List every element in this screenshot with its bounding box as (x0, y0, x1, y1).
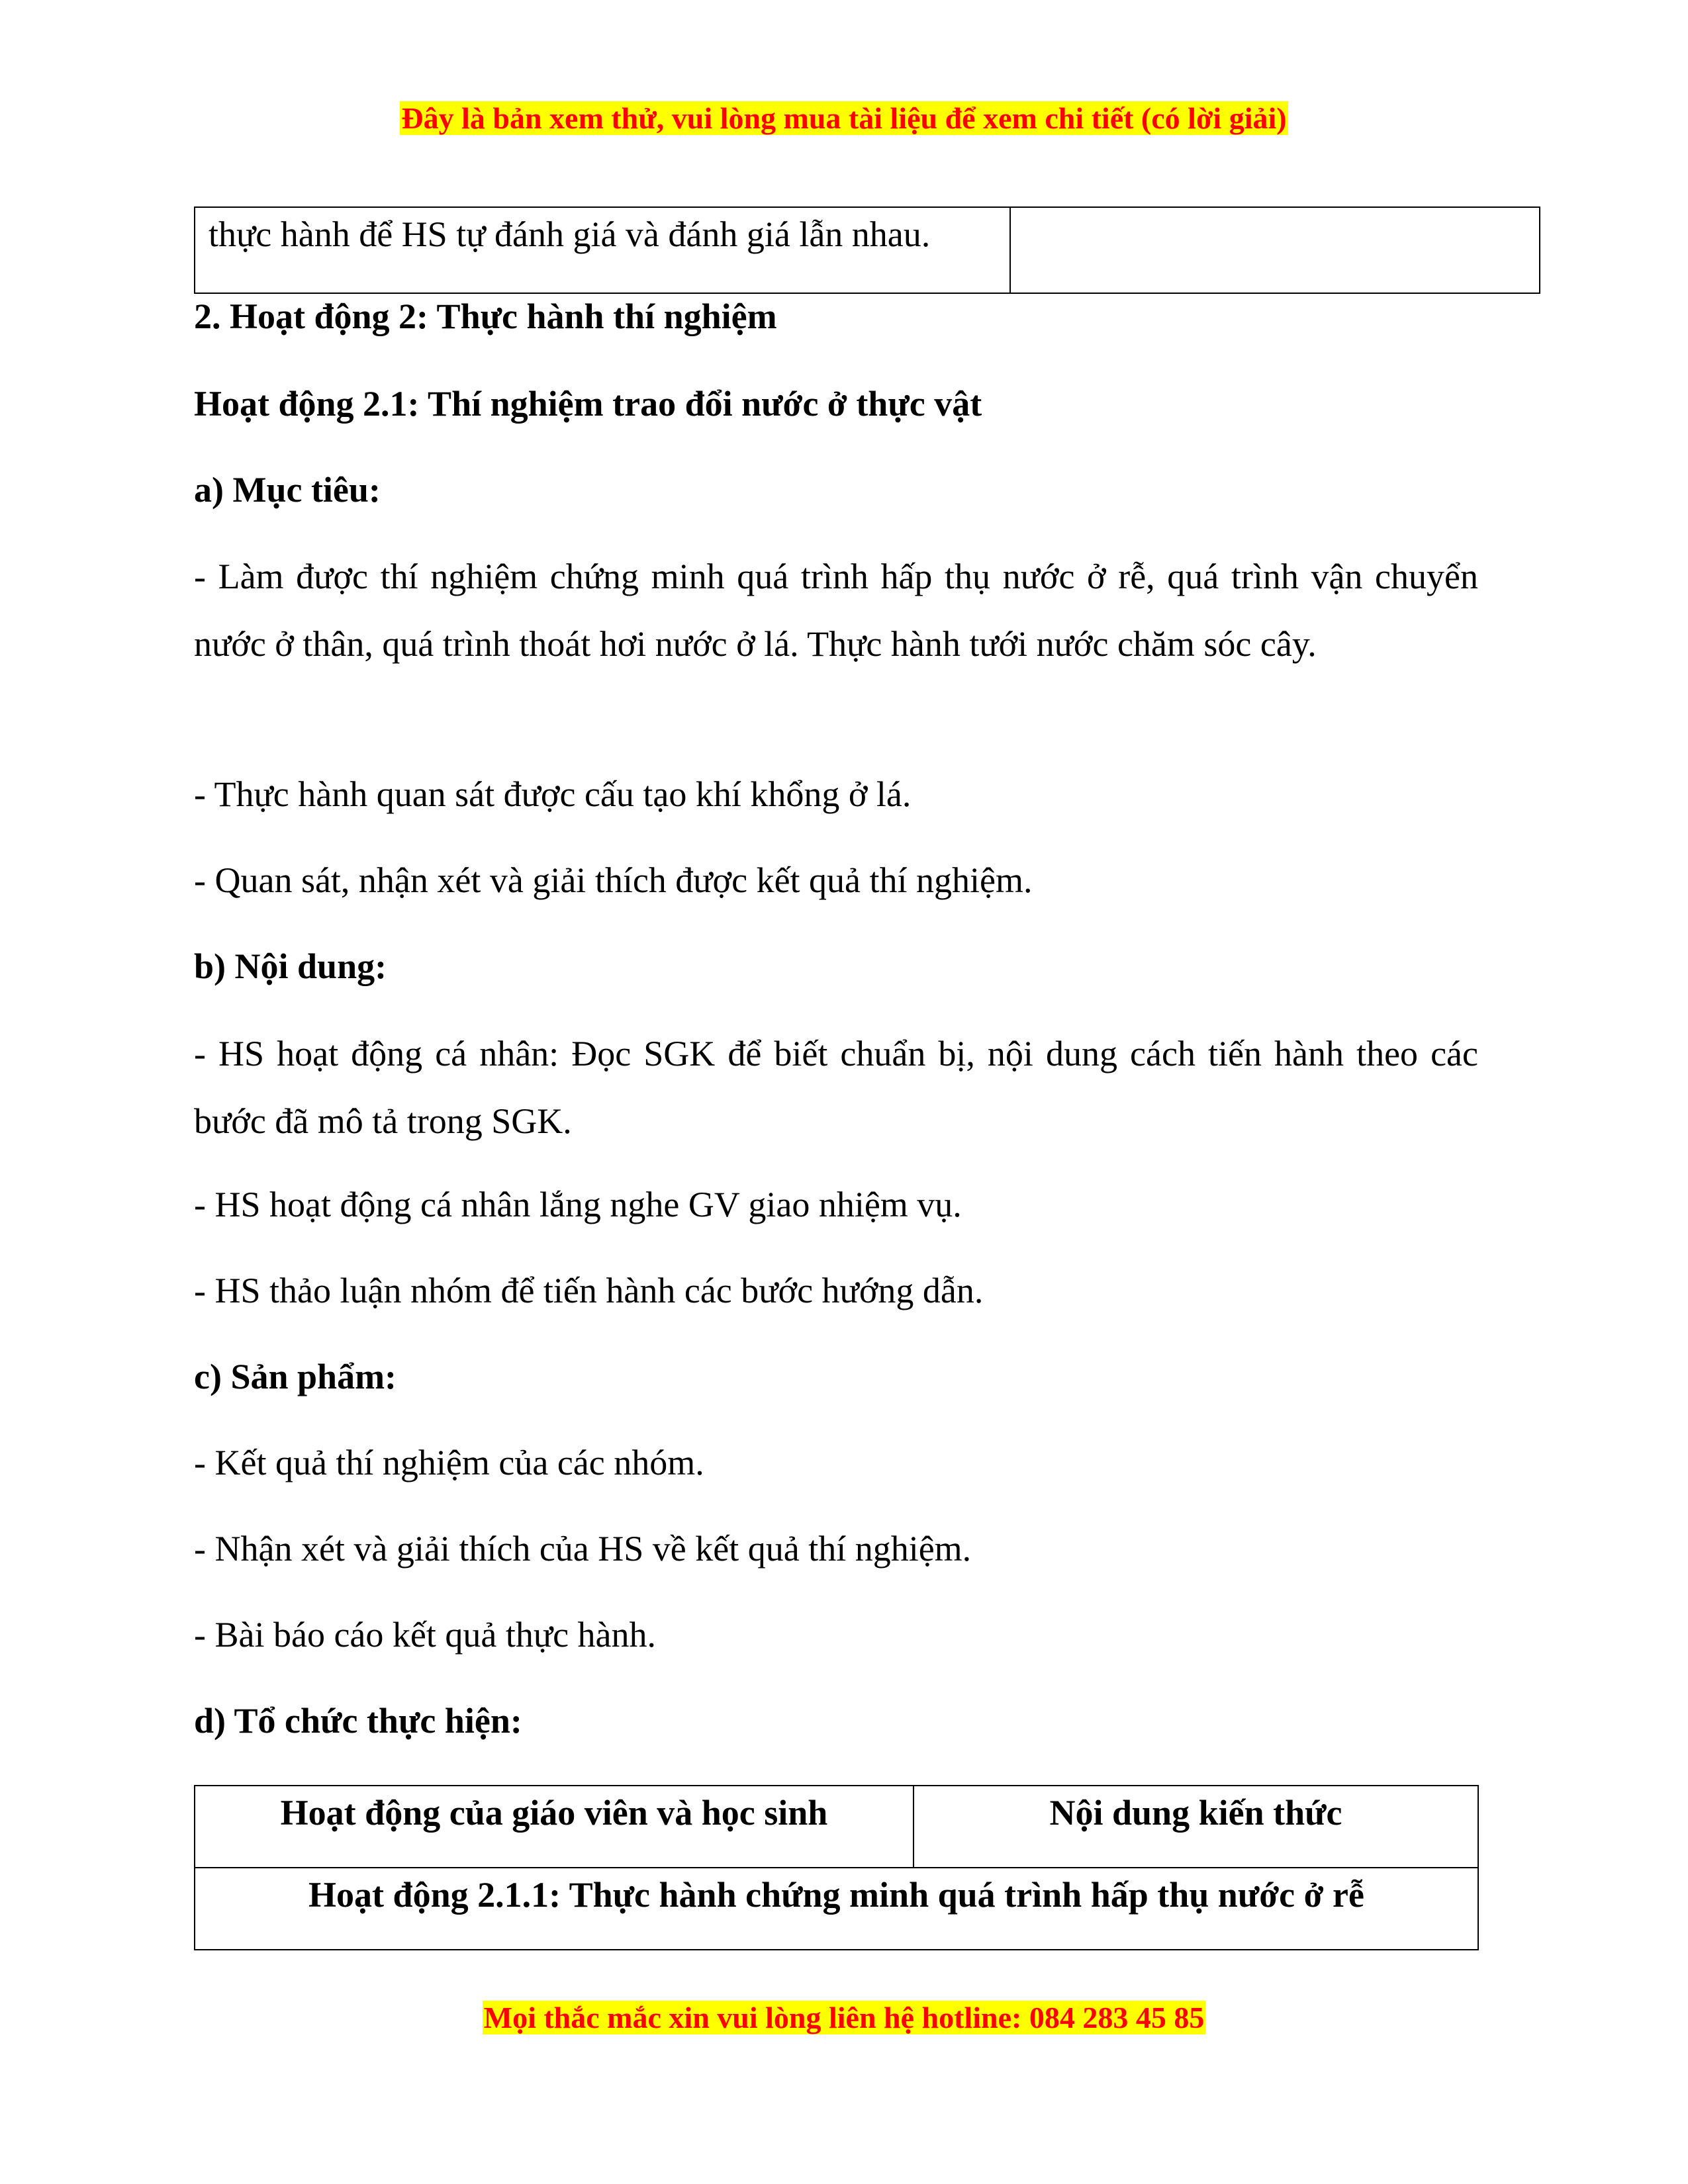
hotline-banner (0, 1999, 1688, 2037)
objective-item-1: - Làm được thí nghiệm chứng minh quá trình hấp thụ nước ở rễ, quá trình vận chuyển nước ở thân, quá trình thoát hơi nước ở lá. Thực hành tưới nước chăm sóc cây. (194, 557, 1478, 664)
column-header-knowledge: Nội dung kiến thức (1049, 1793, 1342, 1833)
product-item-2: - Nhận xét và giải thích của HS về kết quả thí nghiệm. (194, 1529, 972, 1569)
objective-item-3: - Quan sát, nhận xét và giải thích được kết quả thí nghiệm. (194, 860, 1033, 900)
product-item-1: - Kết quả thí nghiệm của các nhóm. (194, 1443, 704, 1482)
hotline-text: Mọi thắc mắc xin vui lòng liên hệ hotline: 084 283 45 85 (483, 2001, 1205, 2034)
preview-notice-text: Đây là bản xem thử, vui lòng mua tài liệu để xem chi tiết (có lời giải) (401, 101, 1287, 135)
preview-notice-banner (0, 99, 1688, 138)
continued-table-left-cell: thực hành để HS tự đánh giá và đánh giá lẫn nhau. (195, 208, 1011, 293)
activity-title: Hoạt động 2.1: Thí nghiệm trao đổi nước ở thực vật (194, 384, 982, 424)
objective-heading: a) Mục tiêu: (194, 470, 381, 510)
section-title: 2. Hoạt động 2: Thực hành thí nghiệm (194, 296, 777, 336)
product-item-3: - Bài báo cáo kết quả thực hành. (194, 1615, 657, 1655)
organization-heading: d) Tổ chức thực hiện: (194, 1701, 522, 1741)
content-item-1: - HS hoạt động cá nhân: Đọc SGK để biết chuẩn bị, nội dung cách tiến hành theo các bước đã mô tả trong SGK. (194, 1034, 1478, 1141)
organization-table-header-row (195, 1786, 1477, 1868)
organization-table (194, 1785, 1479, 1950)
content-item-3: - HS thảo luận nhóm để tiến hành các bước hướng dẫn. (194, 1271, 984, 1310)
objective-item-2: - Thực hành quan sát được cấu tạo khí khổng ở lá. (194, 774, 912, 814)
content-item-2: - HS hoạt động cá nhân lắng nghe GV giao nhiệm vụ. (194, 1185, 962, 1224)
sub-activity-row: Hoạt động 2.1.1: Thực hành chứng minh quá trình hấp thụ nước ở rễ (308, 1875, 1364, 1915)
continued-table-right-cell (1011, 208, 1539, 293)
continued-table (194, 206, 1540, 294)
column-header-teacher-student: Hoạt động của giáo viên và học sinh (195, 1786, 914, 1867)
product-heading: c) Sản phẩm: (194, 1357, 397, 1396)
content-heading: b) Nội dung: (194, 946, 387, 986)
